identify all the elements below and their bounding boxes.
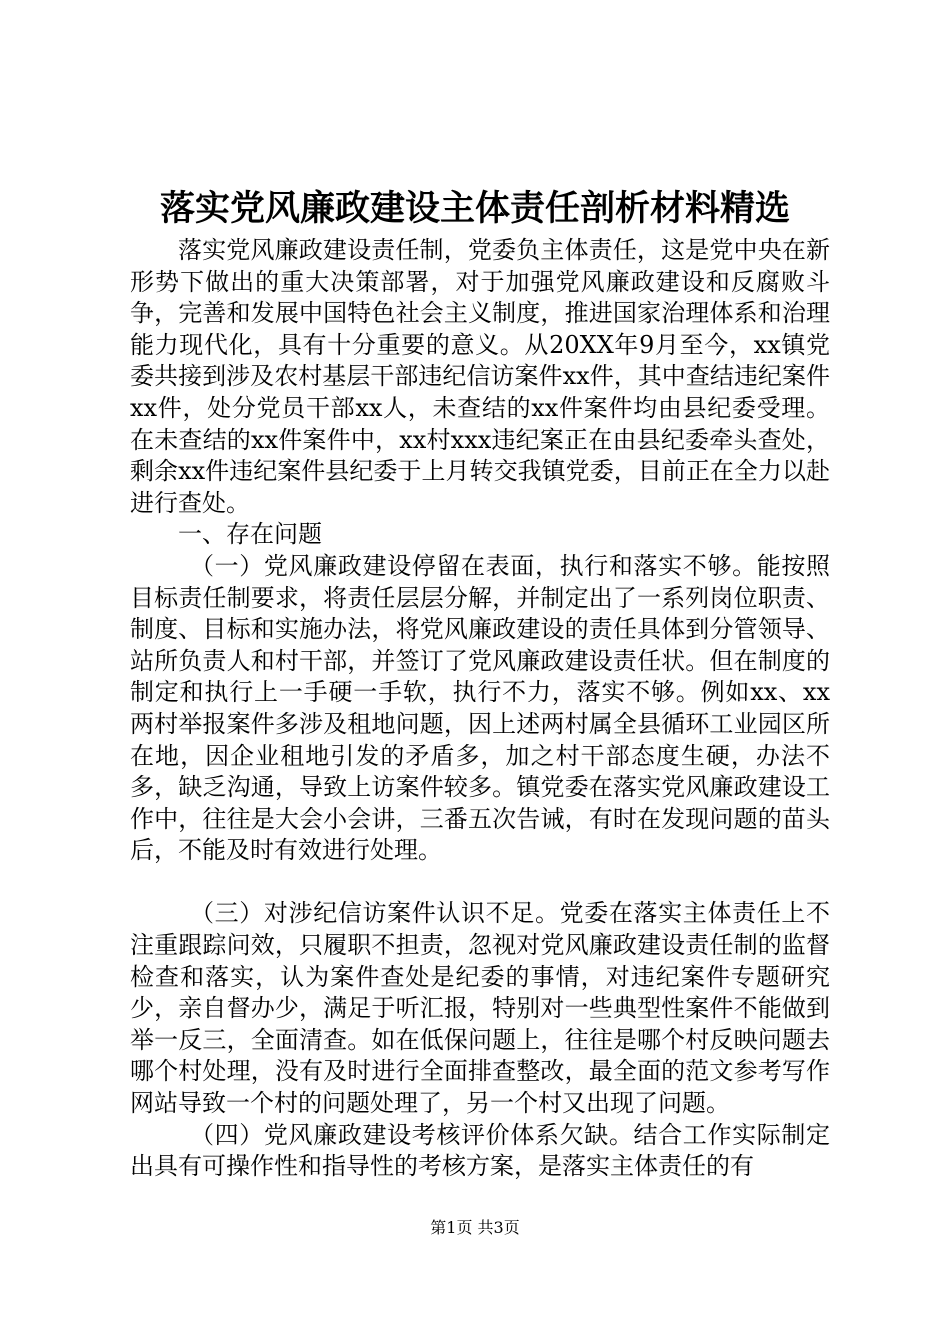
intro-paragraph: 落实党风廉政建设责任制，党委负主体责任，这是党中央在新形势下做出的重大决策部署，对于加强党风廉政建设和反腐败斗争，完善和发展中国特色社会主义制度，推进国家治理体系和治理能力现代化，具有十分重要的意义。从20XX年9月至今，xx镇党委共接到涉及农村基层干部违纪信访案件xx件，其中查结违纪案件xx件，处分党员干部xx人，未查结的xx件案件均由县纪委受理。在未查结的xx件案件中，xx村xxx违纪案正在由县纪委牵头查处，剩余xx件违纪案件县纪委于上月转交我镇党委，目前正在全力以赴进行查处。 (130, 236, 830, 517)
problem-paragraph-3: （三）对涉纪信访案件认识不足。党委在落实主体责任上不注重跟踪问效，只履职不担责，忽视对党风廉政建设责任制的监督检查和落实，认为案件查处是纪委的事情，对违纪案件专题研究少，亲自督办少，满足于听汇报，特别对一些典型性案件不能做到举一反三，全面清查。如在低保问题上，往往是哪个村反映问题去哪个村处理，没有及时进行全面排查整改，最全面的范文参考写作网站导致一个村的问题处理了，另一个村又出现了问题。 (130, 899, 830, 1118)
page-number-label: 第1页 共3页 (430, 1218, 520, 1237)
section-heading-problems: 一、存在问题 (178, 520, 322, 549)
problem-paragraph-4: （四）党风廉政建设考核评价体系欠缺。结合工作实际制定出具有可操作性和指导性的考核方案，是落实主体责任的有 (130, 1120, 830, 1181)
document-body (130, 235, 830, 1183)
problem-paragraph-1: （一）党风廉政建设停留在表面，执行和落实不够。能按照目标责任制要求，将责任层层分解，并制定出了一系列岗位职责、制度、目标和实施办法，将党风廉政建设的责任具体到分管领导、站所负责人和村干部，并签订了党风廉政建设责任状。但在制度的制定和执行上一手硬一手软，执行不力，落实不够。例如xx、xx两村举报案件多涉及租地问题，因上述两村属全县循环工业园区所在地，因企业租地引发的矛盾多，加之村干部态度生硬，办法不多，缺乏沟通，导致上访案件较多。镇党委在落实党风廉政建设工作中，往往是大会小会讲，三番五次告诫，有时在发现问题的苗头后，不能及时有效进行处理。 (130, 551, 830, 865)
paragraph-gap (130, 867, 830, 899)
page-footer (0, 1218, 950, 1238)
document-title: 落实党风廉政建设主体责任剖析材料精选 (159, 188, 790, 229)
